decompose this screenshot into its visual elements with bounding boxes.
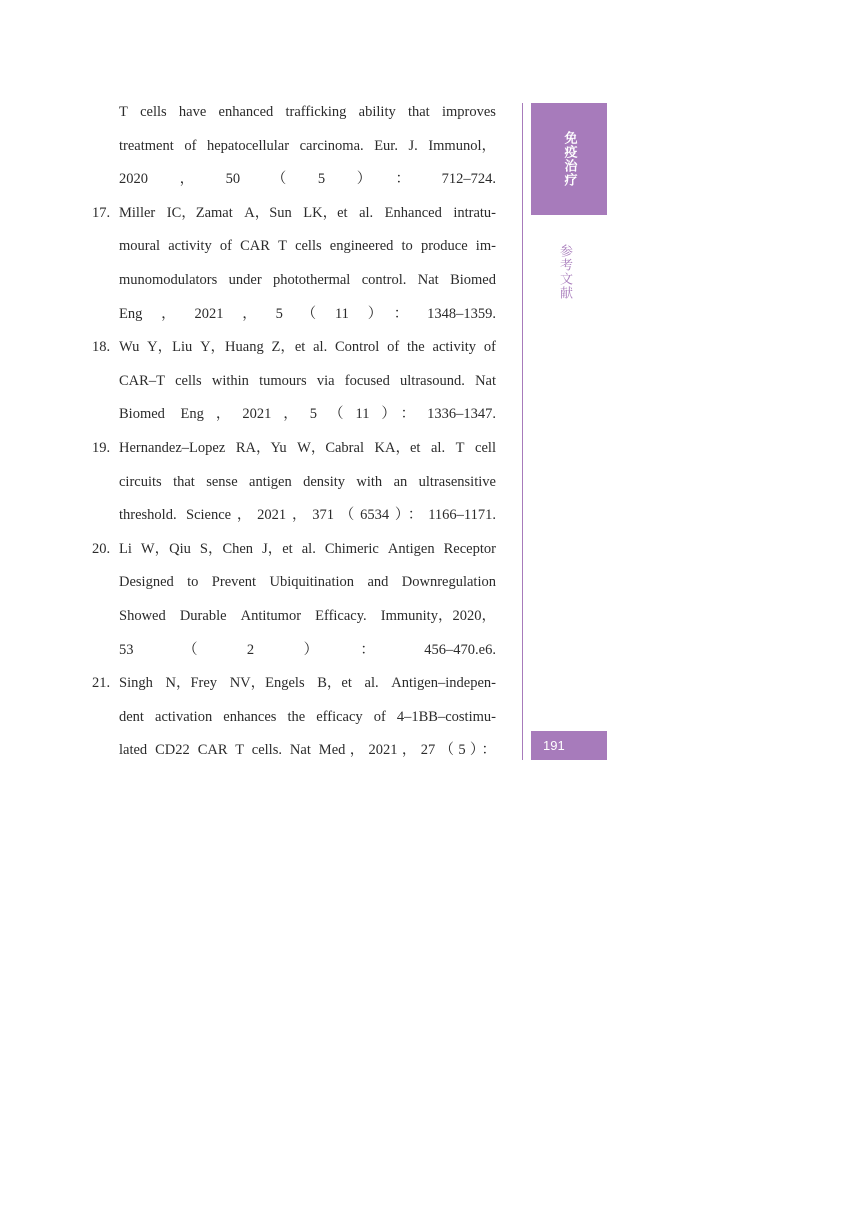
- reference-line: treatment of hepatocellular carcinoma. Eur. J. Immunol，: [119, 137, 496, 154]
- reference-line: threshold. Science，2021，371（6534）：1166–1171.: [119, 507, 496, 524]
- reference-line: CAR–T cells within tumours via focused ultrasound. Nat: [119, 372, 496, 389]
- reference-line: Singh N，Frey NV，Engels B，et al. Antigen–indepen-: [119, 675, 496, 692]
- reference-line: munomodulators under photothermal control. Nat Biomed: [119, 271, 496, 288]
- reference-line: moural activity of CAR T cells engineered to produce im-: [119, 238, 496, 255]
- reference-line: Wu Y，Liu Y，Huang Z，et al. Control of the activity of: [119, 339, 496, 356]
- reference-line: 53（2）：456–470.e6.: [119, 641, 496, 658]
- reference-line: Hernandez–Lopez RA，Yu W，Cabral KA，et al. T cell: [119, 439, 496, 456]
- reference-number: 19.: [92, 439, 111, 456]
- reference-line: 2020，50（5）：712–724.: [119, 171, 496, 188]
- section-label: 参考文献: [557, 244, 572, 300]
- margin-divider: [522, 103, 523, 760]
- reference-item: [92, 667, 496, 768]
- reference-line: lated CD22 CAR T cells. Nat Med，2021，27（5）：: [119, 742, 496, 759]
- reference-item: [92, 533, 496, 667]
- reference-line: dent activation enhances the efficacy of 4–1BB–costimu-: [119, 708, 496, 725]
- reference-number: 20.: [92, 540, 111, 557]
- reference-item: [92, 197, 496, 331]
- reference-list: [92, 96, 496, 768]
- reference-number: 21.: [92, 675, 111, 692]
- reference-line: Miller IC，Zamat A，Sun LK，et al. Enhanced intratu-: [119, 204, 496, 221]
- reference-line: Eng，2021，5（11）：1348–1359.: [119, 305, 496, 322]
- chapter-tab: [531, 103, 607, 215]
- reference-line: Biomed Eng，2021，5（11）：1336–1347.: [119, 406, 496, 423]
- reference-line: Li W，Qiu S，Chen J，et al. Chimeric Antigen Receptor: [119, 540, 496, 557]
- reference-number: 18.: [92, 339, 111, 356]
- reference-item: [92, 432, 496, 533]
- reference-line: Showed Durable Antitumor Efficacy. Immunity，2020，: [119, 607, 496, 624]
- page-number: 191: [531, 731, 607, 760]
- reference-number: 17.: [92, 204, 111, 221]
- chapter-tab-label: 免疫治疗: [561, 131, 577, 187]
- reference-line: circuits that sense antigen density with an ultrasensitive: [119, 473, 496, 490]
- reference-line: T cells have enhanced trafficking ability that improves: [119, 104, 496, 120]
- reference-item: [92, 96, 496, 197]
- reference-line: Designed to Prevent Ubiquitination and Downregulation: [119, 574, 496, 591]
- reference-item: [92, 331, 496, 432]
